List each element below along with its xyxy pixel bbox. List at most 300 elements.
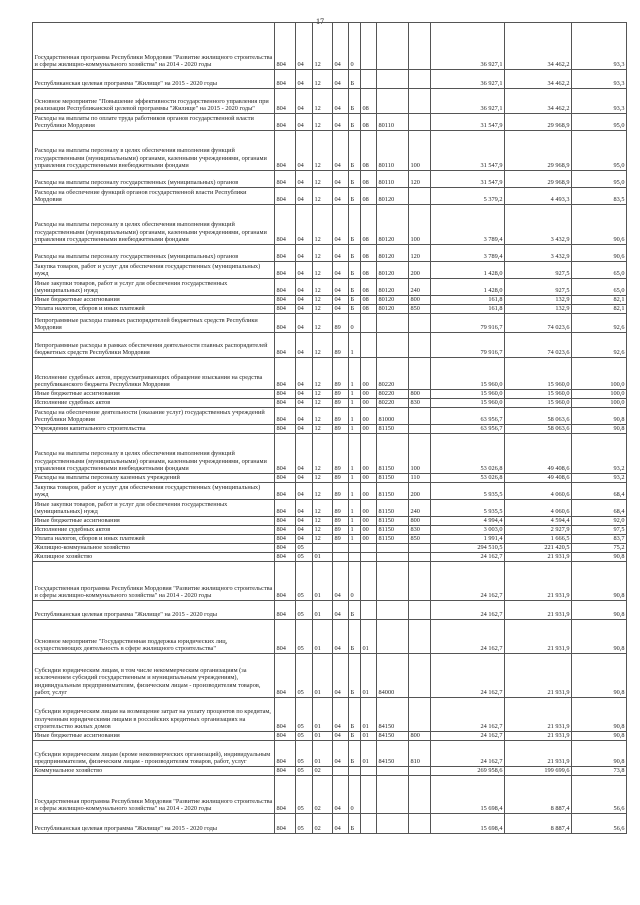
subprogram-code: Б — [349, 89, 361, 114]
program-code: 04 — [333, 188, 349, 205]
planned-amount: 31 547,9 — [431, 114, 505, 131]
section-code: 04 — [296, 89, 313, 114]
program-code: 04 — [333, 732, 349, 741]
row-description: Непрограммные расходы главных распорядителей бюджетных средств Республики Мордовия — [33, 314, 275, 333]
row-description: Расходы на выплаты по оплате труда работников органов государственной власти Республики Мордовия — [33, 114, 275, 131]
execution-percent: 93,3 — [572, 23, 627, 70]
planned-amount: 53 026,8 — [431, 474, 505, 483]
planned-amount: 161,8 — [431, 305, 505, 314]
subsection-code: 12 — [313, 474, 333, 483]
table-row — [33, 434, 627, 474]
execution-percent: 68,4 — [572, 500, 627, 517]
subprogram-code: 1 — [349, 526, 361, 535]
event-code — [361, 23, 377, 70]
planned-amount: 79 916,7 — [431, 333, 505, 358]
direction-code: 80120 — [377, 188, 409, 205]
direction-code: 84150 — [377, 741, 409, 767]
subsection-code: 12 — [313, 358, 333, 390]
row-description: Иные закупки товаров, работ и услуг для обеспечения государственных (муниципальных) нужд — [33, 279, 275, 296]
subsection-code: 12 — [313, 500, 333, 517]
program-code: 04 — [333, 279, 349, 296]
actual-amount: 4 493,3 — [505, 188, 572, 205]
row-description: Иные бюджетные ассигнования — [33, 732, 275, 741]
event-code — [361, 314, 377, 333]
execution-percent: 90,8 — [572, 562, 627, 601]
direction-code: 80120 — [377, 296, 409, 305]
event-code: 08 — [361, 114, 377, 131]
subprogram-code: 1 — [349, 434, 361, 474]
planned-amount: 24 162,7 — [431, 562, 505, 601]
expense-type-code — [409, 70, 431, 89]
planned-amount: 24 162,7 — [431, 553, 505, 562]
program-code: 04 — [333, 262, 349, 279]
actual-amount: 3 432,9 — [505, 245, 572, 262]
subprogram-code: Б — [349, 131, 361, 171]
event-code — [361, 544, 377, 553]
ministry-code: 804 — [275, 23, 296, 70]
subsection-code: 01 — [313, 654, 333, 698]
row-description: Учреждения капитального строительства — [33, 425, 275, 434]
section-code: 04 — [296, 408, 313, 425]
planned-amount: 4 994,4 — [431, 517, 505, 526]
ministry-code: 804 — [275, 698, 296, 732]
actual-amount: 15 960,0 — [505, 390, 572, 399]
ministry-code: 804 — [275, 425, 296, 434]
execution-percent: 100,0 — [572, 390, 627, 399]
ministry-code: 804 — [275, 620, 296, 654]
execution-percent: 90,8 — [572, 620, 627, 654]
subprogram-code: Б — [349, 620, 361, 654]
event-code: 08 — [361, 305, 377, 314]
event-code: 08 — [361, 262, 377, 279]
subprogram-code: 1 — [349, 425, 361, 434]
subprogram-code: 1 — [349, 333, 361, 358]
subprogram-code: Б — [349, 245, 361, 262]
expense-type-code — [409, 114, 431, 131]
ministry-code: 804 — [275, 296, 296, 305]
planned-amount: 15 960,0 — [431, 399, 505, 408]
direction-code — [377, 814, 409, 834]
program-code: 04 — [333, 620, 349, 654]
row-description: Государственная программа Республики Мордовия "Развитие жилищного строительства и сферы жилищно-коммунального хозяйства" на 2014 - 2020 годы — [33, 23, 275, 70]
row-description: Коммунальное хозяйство — [33, 767, 275, 776]
subsection-code: 12 — [313, 70, 333, 89]
direction-code — [377, 23, 409, 70]
program-code — [333, 553, 349, 562]
direction-code: 80220 — [377, 358, 409, 390]
actual-amount: 132,9 — [505, 296, 572, 305]
event-code: 08 — [361, 296, 377, 305]
planned-amount: 53 026,8 — [431, 434, 505, 474]
expense-type-code — [409, 408, 431, 425]
program-code: 04 — [333, 89, 349, 114]
subsection-code: 12 — [313, 114, 333, 131]
subsection-code: 12 — [313, 171, 333, 188]
row-description: Исполнение судебных актов — [33, 526, 275, 535]
direction-code — [377, 601, 409, 620]
direction-code — [377, 562, 409, 601]
planned-amount: 1 428,0 — [431, 279, 505, 296]
actual-amount: 1 666,5 — [505, 535, 572, 544]
ministry-code: 804 — [275, 814, 296, 834]
subsection-code: 12 — [313, 408, 333, 425]
row-description: Расходы на обеспечение деятельности (оказание услуг) государственных учреждений Республики Мордовия — [33, 408, 275, 425]
subsection-code: 01 — [313, 698, 333, 732]
event-code — [361, 767, 377, 776]
direction-code: 81150 — [377, 425, 409, 434]
row-description: Жилищно-коммунальное хозяйство — [33, 544, 275, 553]
program-code: 04 — [333, 205, 349, 245]
row-description: Субсидии юридическим лицам, в том числе некоммерческим организациям (за исключением субсидий государственным и муниципальным учреждениям), индивидуальным предпринимателям, физическим лицам - производителям товаров, работ, услуг — [33, 654, 275, 698]
direction-code: 80120 — [377, 245, 409, 262]
table-row — [33, 544, 627, 553]
direction-code: 80120 — [377, 279, 409, 296]
section-code: 04 — [296, 399, 313, 408]
section-code: 04 — [296, 434, 313, 474]
event-code: 00 — [361, 526, 377, 535]
expense-type-code — [409, 544, 431, 553]
subsection-code: 02 — [313, 814, 333, 834]
planned-amount: 161,8 — [431, 296, 505, 305]
ministry-code: 804 — [275, 205, 296, 245]
event-code: 08 — [361, 279, 377, 296]
subsection-code: 12 — [313, 205, 333, 245]
direction-code: 81150 — [377, 535, 409, 544]
table-row — [33, 776, 627, 814]
section-code: 05 — [296, 776, 313, 814]
expense-type-code — [409, 553, 431, 562]
table-row — [33, 131, 627, 171]
section-code: 05 — [296, 654, 313, 698]
program-code: 04 — [333, 23, 349, 70]
expense-type-code — [409, 620, 431, 654]
event-code: 08 — [361, 171, 377, 188]
actual-amount: 4 594,4 — [505, 517, 572, 526]
table-row — [33, 390, 627, 399]
direction-code — [377, 70, 409, 89]
table-row — [33, 23, 627, 70]
ministry-code: 804 — [275, 544, 296, 553]
planned-amount: 63 956,7 — [431, 408, 505, 425]
expense-type-code — [409, 814, 431, 834]
table-row — [33, 741, 627, 767]
event-code — [361, 776, 377, 814]
expense-type-code — [409, 698, 431, 732]
subprogram-code: Б — [349, 188, 361, 205]
section-code: 04 — [296, 474, 313, 483]
subprogram-code: 0 — [349, 23, 361, 70]
actual-amount: 4 060,6 — [505, 500, 572, 517]
expense-type-code: 810 — [409, 741, 431, 767]
section-code: 04 — [296, 358, 313, 390]
section-code: 05 — [296, 544, 313, 553]
subsection-code: 12 — [313, 390, 333, 399]
subsection-code: 01 — [313, 553, 333, 562]
event-code — [361, 553, 377, 562]
subsection-code: 12 — [313, 188, 333, 205]
execution-percent: 56,6 — [572, 776, 627, 814]
execution-percent: 65,0 — [572, 262, 627, 279]
program-code — [333, 544, 349, 553]
expense-type-code — [409, 767, 431, 776]
actual-amount: 21 931,9 — [505, 620, 572, 654]
planned-amount: 24 162,7 — [431, 741, 505, 767]
table-row — [33, 767, 627, 776]
actual-amount: 221 420,5 — [505, 544, 572, 553]
event-code: 01 — [361, 732, 377, 741]
row-description: Иные закупки товаров, работ и услуг для обеспечения государственных (муниципальных) нужд — [33, 500, 275, 517]
section-code: 04 — [296, 205, 313, 245]
ministry-code: 804 — [275, 474, 296, 483]
subprogram-code: 1 — [349, 474, 361, 483]
program-code: 89 — [333, 358, 349, 390]
section-code: 05 — [296, 562, 313, 601]
execution-percent: 82,1 — [572, 305, 627, 314]
ministry-code: 804 — [275, 535, 296, 544]
execution-percent: 95,0 — [572, 131, 627, 171]
subprogram-code: Б — [349, 814, 361, 834]
table-row — [33, 517, 627, 526]
row-description: Основное мероприятие "Повышение эффективности государственного управления при реализации Республиканской целевой программы "Жилище" на 2015 - 2020 годы" — [33, 89, 275, 114]
event-code — [361, 814, 377, 834]
execution-percent: 90,6 — [572, 205, 627, 245]
execution-percent: 90,8 — [572, 408, 627, 425]
table-row — [33, 474, 627, 483]
expense-type-code: 850 — [409, 305, 431, 314]
direction-code: 80110 — [377, 114, 409, 131]
subprogram-code: 1 — [349, 408, 361, 425]
actual-amount: 3 432,9 — [505, 205, 572, 245]
expense-type-code — [409, 601, 431, 620]
program-code: 04 — [333, 601, 349, 620]
program-code: 04 — [333, 654, 349, 698]
subprogram-code: 0 — [349, 314, 361, 333]
row-description: Иные бюджетные ассигнования — [33, 296, 275, 305]
program-code: 89 — [333, 333, 349, 358]
expense-type-code: 240 — [409, 500, 431, 517]
ministry-code: 804 — [275, 358, 296, 390]
planned-amount: 36 927,1 — [431, 70, 505, 89]
program-code: 89 — [333, 399, 349, 408]
ministry-code: 804 — [275, 188, 296, 205]
actual-amount: 29 968,9 — [505, 131, 572, 171]
subprogram-code — [349, 553, 361, 562]
subsection-code: 01 — [313, 741, 333, 767]
direction-code: 80120 — [377, 262, 409, 279]
actual-amount: 74 023,6 — [505, 333, 572, 358]
section-code: 05 — [296, 601, 313, 620]
event-code: 08 — [361, 205, 377, 245]
event-code: 01 — [361, 620, 377, 654]
program-code: 89 — [333, 535, 349, 544]
expense-type-code — [409, 89, 431, 114]
actual-amount: 21 931,9 — [505, 732, 572, 741]
actual-amount: 199 699,6 — [505, 767, 572, 776]
program-code: 89 — [333, 314, 349, 333]
planned-amount: 79 916,7 — [431, 314, 505, 333]
table-row — [33, 601, 627, 620]
execution-percent: 82,1 — [572, 296, 627, 305]
section-code: 04 — [296, 517, 313, 526]
section-code: 04 — [296, 296, 313, 305]
actual-amount: 34 462,2 — [505, 23, 572, 70]
actual-amount: 49 408,6 — [505, 474, 572, 483]
execution-percent: 95,0 — [572, 114, 627, 131]
planned-amount: 24 162,7 — [431, 698, 505, 732]
execution-percent: 95,0 — [572, 171, 627, 188]
row-description: Непрограммные расходы в рамках обеспечения деятельности главных распорядителей бюджетных средств Республики Мордовия — [33, 333, 275, 358]
event-code: 01 — [361, 741, 377, 767]
actual-amount: 21 931,9 — [505, 654, 572, 698]
program-code: 04 — [333, 114, 349, 131]
program-code: 89 — [333, 474, 349, 483]
expense-type-code — [409, 776, 431, 814]
expense-type-code: 100 — [409, 434, 431, 474]
planned-amount: 63 956,7 — [431, 425, 505, 434]
direction-code — [377, 314, 409, 333]
section-code: 04 — [296, 23, 313, 70]
section-code: 05 — [296, 732, 313, 741]
subsection-code: 12 — [313, 526, 333, 535]
subsection-code: 12 — [313, 296, 333, 305]
ministry-code: 804 — [275, 305, 296, 314]
ministry-code: 804 — [275, 654, 296, 698]
subsection-code: 12 — [313, 535, 333, 544]
ministry-code: 804 — [275, 314, 296, 333]
execution-percent: 83,5 — [572, 188, 627, 205]
ministry-code: 804 — [275, 390, 296, 399]
table-row — [33, 296, 627, 305]
ministry-code: 804 — [275, 601, 296, 620]
row-description: Субсидии юридическим лицам (кроме некоммерческих организаций), индивидуальным предпринимателям, физическим лицам - производителям товаров, работ, услуг — [33, 741, 275, 767]
table-row — [33, 89, 627, 114]
table-row — [33, 70, 627, 89]
actual-amount: 21 931,9 — [505, 601, 572, 620]
table-row — [33, 698, 627, 732]
actual-amount: 4 060,6 — [505, 483, 572, 500]
section-code: 04 — [296, 305, 313, 314]
program-code: 04 — [333, 698, 349, 732]
section-code: 05 — [296, 620, 313, 654]
row-description: Государственная программа Республики Мордовия "Развитие жилищного строительства и сферы жилищно-коммунального хозяйства" на 2014 - 2020 годы — [33, 776, 275, 814]
subprogram-code: Б — [349, 70, 361, 89]
planned-amount: 294 510,5 — [431, 544, 505, 553]
planned-amount: 15 960,0 — [431, 390, 505, 399]
direction-code: 84150 — [377, 698, 409, 732]
planned-amount: 24 162,7 — [431, 654, 505, 698]
subprogram-code: Б — [349, 279, 361, 296]
actual-amount: 21 931,9 — [505, 562, 572, 601]
actual-amount: 15 960,0 — [505, 358, 572, 390]
program-code: 04 — [333, 776, 349, 814]
expense-type-code: 100 — [409, 205, 431, 245]
subprogram-code: Б — [349, 296, 361, 305]
planned-amount: 1 428,0 — [431, 262, 505, 279]
direction-code — [377, 553, 409, 562]
planned-amount: 31 547,9 — [431, 131, 505, 171]
section-code: 04 — [296, 500, 313, 517]
execution-percent: 90,6 — [572, 245, 627, 262]
program-code: 04 — [333, 305, 349, 314]
subprogram-code: Б — [349, 171, 361, 188]
event-code: 00 — [361, 358, 377, 390]
planned-amount: 15 960,0 — [431, 358, 505, 390]
expense-type-code: 120 — [409, 171, 431, 188]
expense-type-code: 200 — [409, 483, 431, 500]
ministry-code: 804 — [275, 434, 296, 474]
planned-amount: 1 991,4 — [431, 535, 505, 544]
execution-percent: 92,6 — [572, 314, 627, 333]
execution-percent: 90,8 — [572, 553, 627, 562]
expense-type-code — [409, 562, 431, 601]
row-description: Расходы на выплаты персоналу в целях обеспечения выполнения функций государственными (муниципальными) органами, казенными учреждениями, органами управления государственными внебюджетными фондами — [33, 131, 275, 171]
direction-code — [377, 776, 409, 814]
section-code: 04 — [296, 245, 313, 262]
ministry-code: 804 — [275, 776, 296, 814]
ministry-code: 804 — [275, 171, 296, 188]
execution-percent: 90,8 — [572, 732, 627, 741]
expense-type-code — [409, 425, 431, 434]
table-row — [33, 171, 627, 188]
section-code: 04 — [296, 333, 313, 358]
subsection-code: 12 — [313, 399, 333, 408]
table-row — [33, 483, 627, 500]
event-code: 00 — [361, 500, 377, 517]
direction-code: 80110 — [377, 171, 409, 188]
direction-code: 80120 — [377, 205, 409, 245]
direction-code: 81150 — [377, 483, 409, 500]
section-code: 04 — [296, 131, 313, 171]
table-row — [33, 562, 627, 601]
event-code: 00 — [361, 408, 377, 425]
program-code: 89 — [333, 425, 349, 434]
section-code: 05 — [296, 767, 313, 776]
section-code: 04 — [296, 70, 313, 89]
planned-amount: 15 698,4 — [431, 776, 505, 814]
direction-code: 84000 — [377, 654, 409, 698]
execution-percent: 65,0 — [572, 279, 627, 296]
expense-type-code — [409, 23, 431, 70]
ministry-code: 804 — [275, 741, 296, 767]
direction-code: 81000 — [377, 408, 409, 425]
direction-code — [377, 767, 409, 776]
actual-amount: 21 931,9 — [505, 553, 572, 562]
event-code: 08 — [361, 188, 377, 205]
expense-type-code — [409, 333, 431, 358]
row-description: Закупка товаров, работ и услуг для обеспечения государственных (муниципальных) нужд — [33, 262, 275, 279]
expense-type-code: 240 — [409, 279, 431, 296]
subsection-code: 12 — [313, 517, 333, 526]
planned-amount: 24 162,7 — [431, 620, 505, 654]
program-code: 04 — [333, 562, 349, 601]
planned-amount: 36 927,1 — [431, 23, 505, 70]
ministry-code: 804 — [275, 408, 296, 425]
actual-amount: 34 462,2 — [505, 70, 572, 89]
ministry-code: 804 — [275, 483, 296, 500]
section-code: 04 — [296, 171, 313, 188]
planned-amount: 5 935,5 — [431, 500, 505, 517]
program-code: 89 — [333, 500, 349, 517]
direction-code — [377, 333, 409, 358]
subsection-code: 12 — [313, 483, 333, 500]
table-row — [33, 262, 627, 279]
direction-code: 80110 — [377, 131, 409, 171]
actual-amount: 8 887,4 — [505, 814, 572, 834]
subsection-code: 12 — [313, 425, 333, 434]
row-description: Расходы на выплаты персоналу государственных (муниципальных) органов — [33, 171, 275, 188]
expense-type-code: 800 — [409, 296, 431, 305]
subprogram-code: Б — [349, 205, 361, 245]
